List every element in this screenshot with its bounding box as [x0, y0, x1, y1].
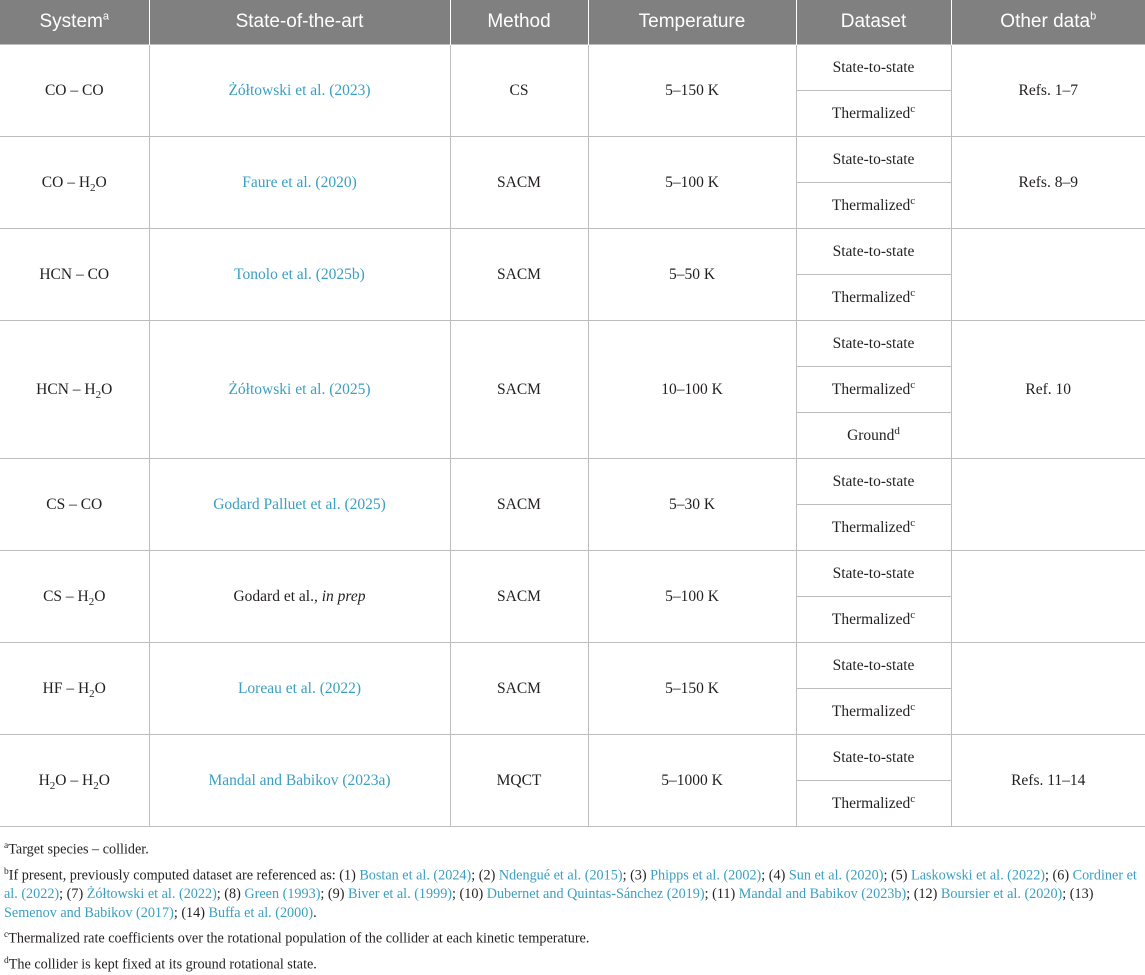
temperature-cell: 5–100 K — [588, 137, 796, 229]
reference-separator: . — [313, 905, 317, 922]
temperature-cell: 5–50 K — [588, 229, 796, 321]
temperature-cell: 5–150 K — [588, 643, 796, 735]
temperature-cell: 5–1000 K — [588, 735, 796, 827]
dataset-state-to-state: State-to-state — [796, 321, 951, 367]
method-cell: MQCT — [450, 735, 588, 827]
reference-link[interactable]: Sun et al. (2020) — [788, 867, 884, 884]
reference-link[interactable]: Dubernet and Quintas-Sánchez (2019) — [486, 886, 705, 903]
reference-link[interactable]: Bostan et al. (2024) — [359, 867, 472, 884]
dataset-thermalized: Thermalized$^c$ — [796, 275, 951, 321]
dataset-thermalized: Thermalized$^c$ — [796, 367, 951, 413]
header-method: Method — [450, 0, 588, 45]
header-temperature: Temperature — [588, 0, 796, 45]
dataset-state-to-state: State-to-state — [796, 137, 951, 183]
system-cell: CS – $H_2O$ — [0, 551, 149, 643]
system-cell: CO – $H_2O$ — [0, 137, 149, 229]
reference-separator: ; — [320, 886, 328, 903]
footnote-b: $^b$If present, previously computed dataset are referenced as: (1) Bostan et al. (2024); (2) Ndengué et al. (2015); (3) Phipps et al. (2002); (4) Sun et al. (2020); (5) Laskowski et al. (2022); (6) Cordiner et al. (2022); (7) Żółtowski et al. (2022); (8) Green (1993); (9) Biver et al. (1999); (10) Dubernet and Quintas-Sánchez (2019); (11) Mandal and Babikov (2023b); (12) Boursier et al. (2020); (13) Semenov and Babikov (2017); (14) Buffa et al. (2000). — [4, 866, 1137, 922]
reference-link[interactable]: Semenov and Babikov (2017) — [4, 905, 174, 922]
system-cell: CO – CO — [0, 45, 149, 137]
dataset-thermalized: Thermalized$^c$ — [796, 91, 951, 137]
method-cell: SACM — [450, 229, 588, 321]
other-data-cell: Ref. 10 — [951, 321, 1145, 459]
footnote-a: $^a$Target species – collider. — [4, 841, 149, 858]
table-row — [0, 45, 1145, 91]
state-of-the-art-link[interactable]: Mandal and Babikov (2023a) — [149, 735, 450, 827]
temperature-cell: 10–100 K — [588, 321, 796, 459]
system-cell: CS – CO — [0, 459, 149, 551]
method-cell: SACM — [450, 137, 588, 229]
reference-number: (8) — [224, 886, 245, 903]
reference-number: (6) — [1052, 867, 1073, 884]
temperature-cell: 5–150 K — [588, 45, 796, 137]
table-row — [0, 321, 1145, 367]
table-row — [0, 137, 1145, 183]
dataset-state-to-state: State-to-state — [796, 643, 951, 689]
reference-number: (12) — [913, 886, 941, 903]
header-system: System$^a$ — [0, 0, 149, 45]
reference-link[interactable]: Buffa et al. (2000) — [208, 905, 314, 922]
reference-number: (14) — [181, 905, 209, 922]
table-row — [0, 229, 1145, 275]
table-row — [0, 735, 1145, 781]
reference-link[interactable]: Żółtowski et al. (2022) — [86, 886, 217, 903]
footnote-c: $^c$Thermalized rate coefficients over the rotational population of the collider at each kinetic temperature. — [4, 930, 590, 948]
system-cell: HCN – $H_2O$ — [0, 321, 149, 459]
table-row — [0, 643, 1145, 689]
reference-number: (4) — [768, 867, 789, 884]
dataset-thermalized: Thermalized$^c$ — [796, 689, 951, 735]
dataset-state-to-state: State-to-state — [796, 229, 951, 275]
reference-number: (10) — [459, 886, 487, 903]
header-dataset: Dataset — [796, 0, 951, 45]
reference-number: (11) — [712, 886, 739, 903]
state-of-the-art-link[interactable]: Godard Palluet et al. (2025) — [149, 459, 450, 551]
reference-separator: ; — [173, 905, 182, 922]
reference-separator: ; — [906, 886, 914, 903]
reference-link[interactable]: Boursier et al. (2020) — [940, 886, 1063, 903]
reference-number: (7) — [66, 886, 87, 903]
reference-separator: ; — [883, 867, 891, 884]
reference-link[interactable]: Ndengué et al. (2015) — [498, 867, 623, 884]
table-row — [0, 459, 1145, 505]
reference-link[interactable]: Cordiner et al. (2022) — [4, 867, 1137, 903]
dataset-state-to-state: State-to-state — [796, 459, 951, 505]
other-data-cell — [951, 551, 1145, 643]
reference-number: (9) — [327, 886, 349, 903]
reference-number: (1) — [339, 867, 360, 884]
reference-link[interactable]: Green (1993) — [244, 886, 321, 903]
reference-separator: ; — [761, 867, 769, 884]
header-state-of-the-art: State-of-the-art — [149, 0, 450, 45]
reference-separator: ; — [452, 886, 460, 903]
reference-link[interactable]: Biver et al. (1999) — [348, 886, 453, 903]
state-of-the-art-link[interactable]: Żółtowski et al. (2025) — [149, 321, 450, 459]
other-data-cell — [951, 459, 1145, 551]
method-cell: SACM — [450, 321, 588, 459]
reference-number: (3) — [630, 867, 651, 884]
table-header-row — [0, 0, 1145, 45]
other-data-cell: Refs. 11–14 — [951, 735, 1145, 827]
method-cell: SACM — [450, 643, 588, 735]
reference-separator: ; — [622, 867, 631, 884]
dataset-thermalized: Thermalized$^c$ — [796, 505, 951, 551]
reference-separator: ; — [471, 867, 479, 884]
reference-number: (2) — [478, 867, 499, 884]
method-cell: SACM — [450, 459, 588, 551]
state-of-the-art-cell: Godard et al., in prep — [149, 551, 450, 643]
other-data-cell — [951, 643, 1145, 735]
reference-link[interactable]: Mandal and Babikov (2023b) — [738, 886, 907, 903]
dataset-state-to-state: State-to-state — [796, 735, 951, 781]
reference-separator: ; — [216, 886, 225, 903]
other-data-cell: Refs. 8–9 — [951, 137, 1145, 229]
state-of-the-art-link[interactable]: Żółtowski et al. (2023) — [149, 45, 450, 137]
reference-link[interactable]: Phipps et al. (2002) — [650, 867, 762, 884]
system-cell: HF – $H_2O$ — [0, 643, 149, 735]
reference-separator: ; — [704, 886, 713, 903]
reference-separator: ; — [1062, 886, 1070, 903]
dataset-state-to-state: State-to-state — [796, 551, 951, 597]
state-of-the-art-link[interactable]: Tonolo et al. (2025b) — [149, 229, 450, 321]
reference-number: (5) — [890, 867, 912, 884]
method-cell: CS — [450, 45, 588, 137]
footnote-d: $^d$The collider is kept fixed at its ground rotational state. — [4, 956, 317, 973]
table-row — [0, 551, 1145, 597]
method-cell: SACM — [450, 551, 588, 643]
temperature-cell: 5–30 K — [588, 459, 796, 551]
dataset-thermalized: Thermalized$^c$ — [796, 597, 951, 643]
header-other-data: Other data$^b$ — [951, 0, 1145, 45]
dataset-state-to-state: State-to-state — [796, 45, 951, 91]
reference-separator: ; — [59, 886, 67, 903]
other-data-cell: Refs. 1–7 — [951, 45, 1145, 137]
state-of-the-art-link[interactable]: Faure et al. (2020) — [149, 137, 450, 229]
system-cell: $H_2O - H_2O$ — [0, 735, 149, 827]
dataset-thermalized: Thermalized$^c$ — [796, 183, 951, 229]
temperature-cell: 5–100 K — [588, 551, 796, 643]
reference-separator: ; — [1045, 867, 1053, 884]
reference-number: (13) — [1069, 886, 1094, 903]
dataset-thermalized: Thermalized$^c$ — [796, 781, 951, 827]
other-data-cell — [951, 229, 1145, 321]
dataset-ground: Ground$^d$ — [796, 413, 951, 459]
state-of-the-art-link[interactable]: Loreau et al. (2022) — [149, 643, 450, 735]
system-cell: HCN – CO — [0, 229, 149, 321]
reference-link[interactable]: Laskowski et al. (2022) — [911, 867, 1046, 884]
